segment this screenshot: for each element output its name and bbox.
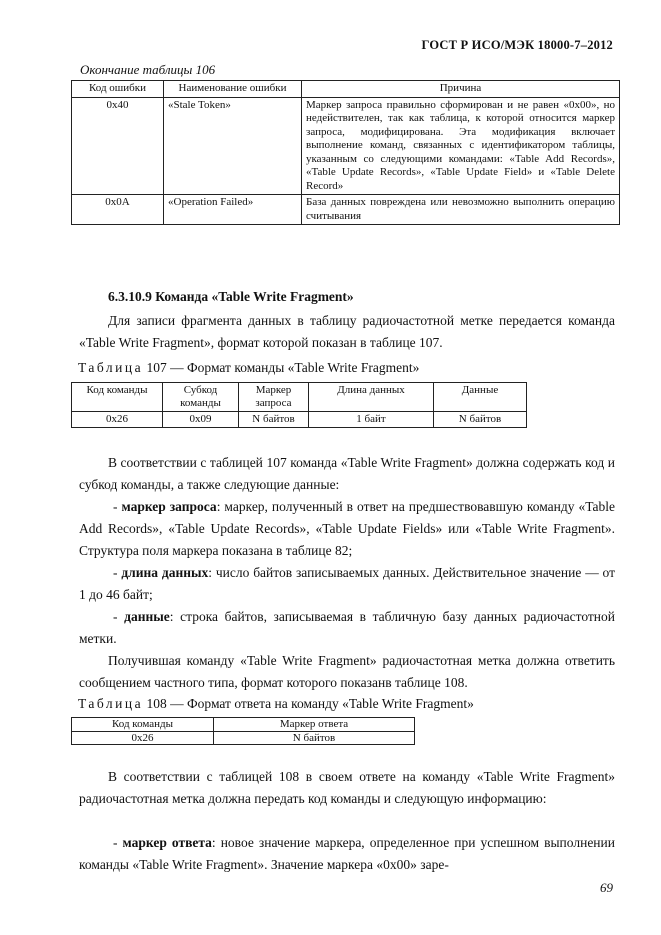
table-cell: 0x26 [72,731,214,745]
document-header: ГОСТ Р ИСО/МЭК 18000-7–2012 [421,38,613,52]
header-cell: Код ошибки [72,81,164,98]
header-cell: Маркер ответа [214,718,415,732]
caption-text: 108 — Формат ответа на команду «Table Write Fragment» [143,696,474,711]
header-cell: Причина [302,81,620,98]
table-header-row [72,81,620,98]
table-header-row [72,718,415,732]
header-cell: Данные [434,383,527,412]
table-cell: 1 байт [309,412,434,428]
table-header-row [72,383,527,412]
paragraph: В соответствии с таблицей 107 команда «Table Write Fragment» должна содержать код и субкод команды, а также следующие данные: [79,455,615,492]
paragraph: Получившая команду «Table Write Fragment» радиочастотная метка должна ответить сообщением частного типа, формат которого показанв таблице 108. [79,653,615,690]
list-item: - маркер ответа: новое значение маркера, определенное при успешном выполнении команды «Table Write Fragment». Значение маркера «0x00» заре- [79,835,615,872]
header-cell: Код команды [72,718,214,732]
table-cell: N байтов [214,731,415,745]
item-text: : маркер, полученный в ответ на предшествовавшую команду «Table Add Records», «Table Update Records», «Table Update Fields» или «Table Write Fragment». Структура поля маркера показана в таблице 82; [79,499,616,558]
table-row [72,731,415,745]
table-cell: N байтов [434,412,527,428]
header-cell: Маркер запроса [239,383,309,412]
error-name-cell: «Operation Failed» [164,195,302,225]
table-row [72,97,620,195]
item-term: данные [124,609,170,624]
item-term: длина данных [121,565,209,580]
table-cell: N байтов [239,412,309,428]
page-number: 69 [600,880,613,895]
table-107-caption [78,360,419,376]
list-item: - длина данных: число байтов записываемых данных. Действительное значение — от 1 до 46 байт; [79,565,615,602]
error-reason-cell: Маркер запроса правильно сформирован и не равен «0x00», но недействителен, так как таблица, к которой относится маркер запроса, модифицирована. Эта модификация включает выполнение команд, связанных с идентификатором таблицы, указанным со следующими командами: «Table Add Records», «Table Update Records», «Table Update Field» и «Table Delete Record» [302,97,620,195]
command-format-table [71,382,527,428]
header-cell: Код команды [72,383,163,412]
paragraph: Для записи фрагмента данных в таблицу радиочастотной метке передается команда «Table Write Fragment», формат которой показан в таблице 107. [79,313,615,350]
response-format-table [71,717,415,745]
item-text: : строка байтов, записываемая в табличную базу данных радиочастотной метки. [79,609,616,646]
caption-text: 107 — Формат команды «Table Write Fragment» [143,360,420,375]
table-row [72,412,527,428]
error-codes-table [71,80,620,225]
section-title: 6.3.10.9 Команда «Table Write Fragment» [108,289,354,304]
list-item: - маркер запроса: маркер, полученный в ответ на предшествовавшую команду «Table Add Records», «Table Update Records», «Table Update Fields» или «Table Write Fragment». Структура поля маркера показана в таблице 82; [79,499,616,558]
table-108-caption [78,696,474,712]
item-term: маркер запроса [121,499,217,514]
caption-label: Таблица [78,696,144,711]
error-code-cell: 0x0A [72,195,164,225]
item-term: маркер ответа [122,835,212,850]
error-name-cell: «Stale Token» [164,97,302,195]
item-text: : новое значение маркера, определенное при успешном выполнении команды «Table Write Fragment». Значение маркера «0x00» заре- [79,835,615,872]
header-cell: Субкод команды [163,383,239,412]
table-cell: 0x26 [72,412,163,428]
table-cell: 0x09 [163,412,239,428]
caption-label: Таблица [78,360,144,375]
table-row [72,195,620,225]
header-cell: Длина данных [309,383,434,412]
table-continuation-caption: Окончание таблицы 106 [80,62,216,77]
list-item: - данные: строка байтов, записываемая в табличную базу данных радиочастотной метки. [79,609,616,646]
paragraph: В соответствии с таблицей 108 в своем ответе на команду «Table Write Fragment» радиочастотная метка должна передать код команды и следующую информацию: [79,769,615,806]
header-cell: Наименование ошибки [164,81,302,98]
error-reason-cell: База данных повреждена или невозможно выполнить операцию считывания [302,195,620,225]
error-code-cell: 0x40 [72,97,164,195]
item-text: : число байтов записываемых данных. Действительное значение — от 1 до 46 байт; [79,565,615,602]
